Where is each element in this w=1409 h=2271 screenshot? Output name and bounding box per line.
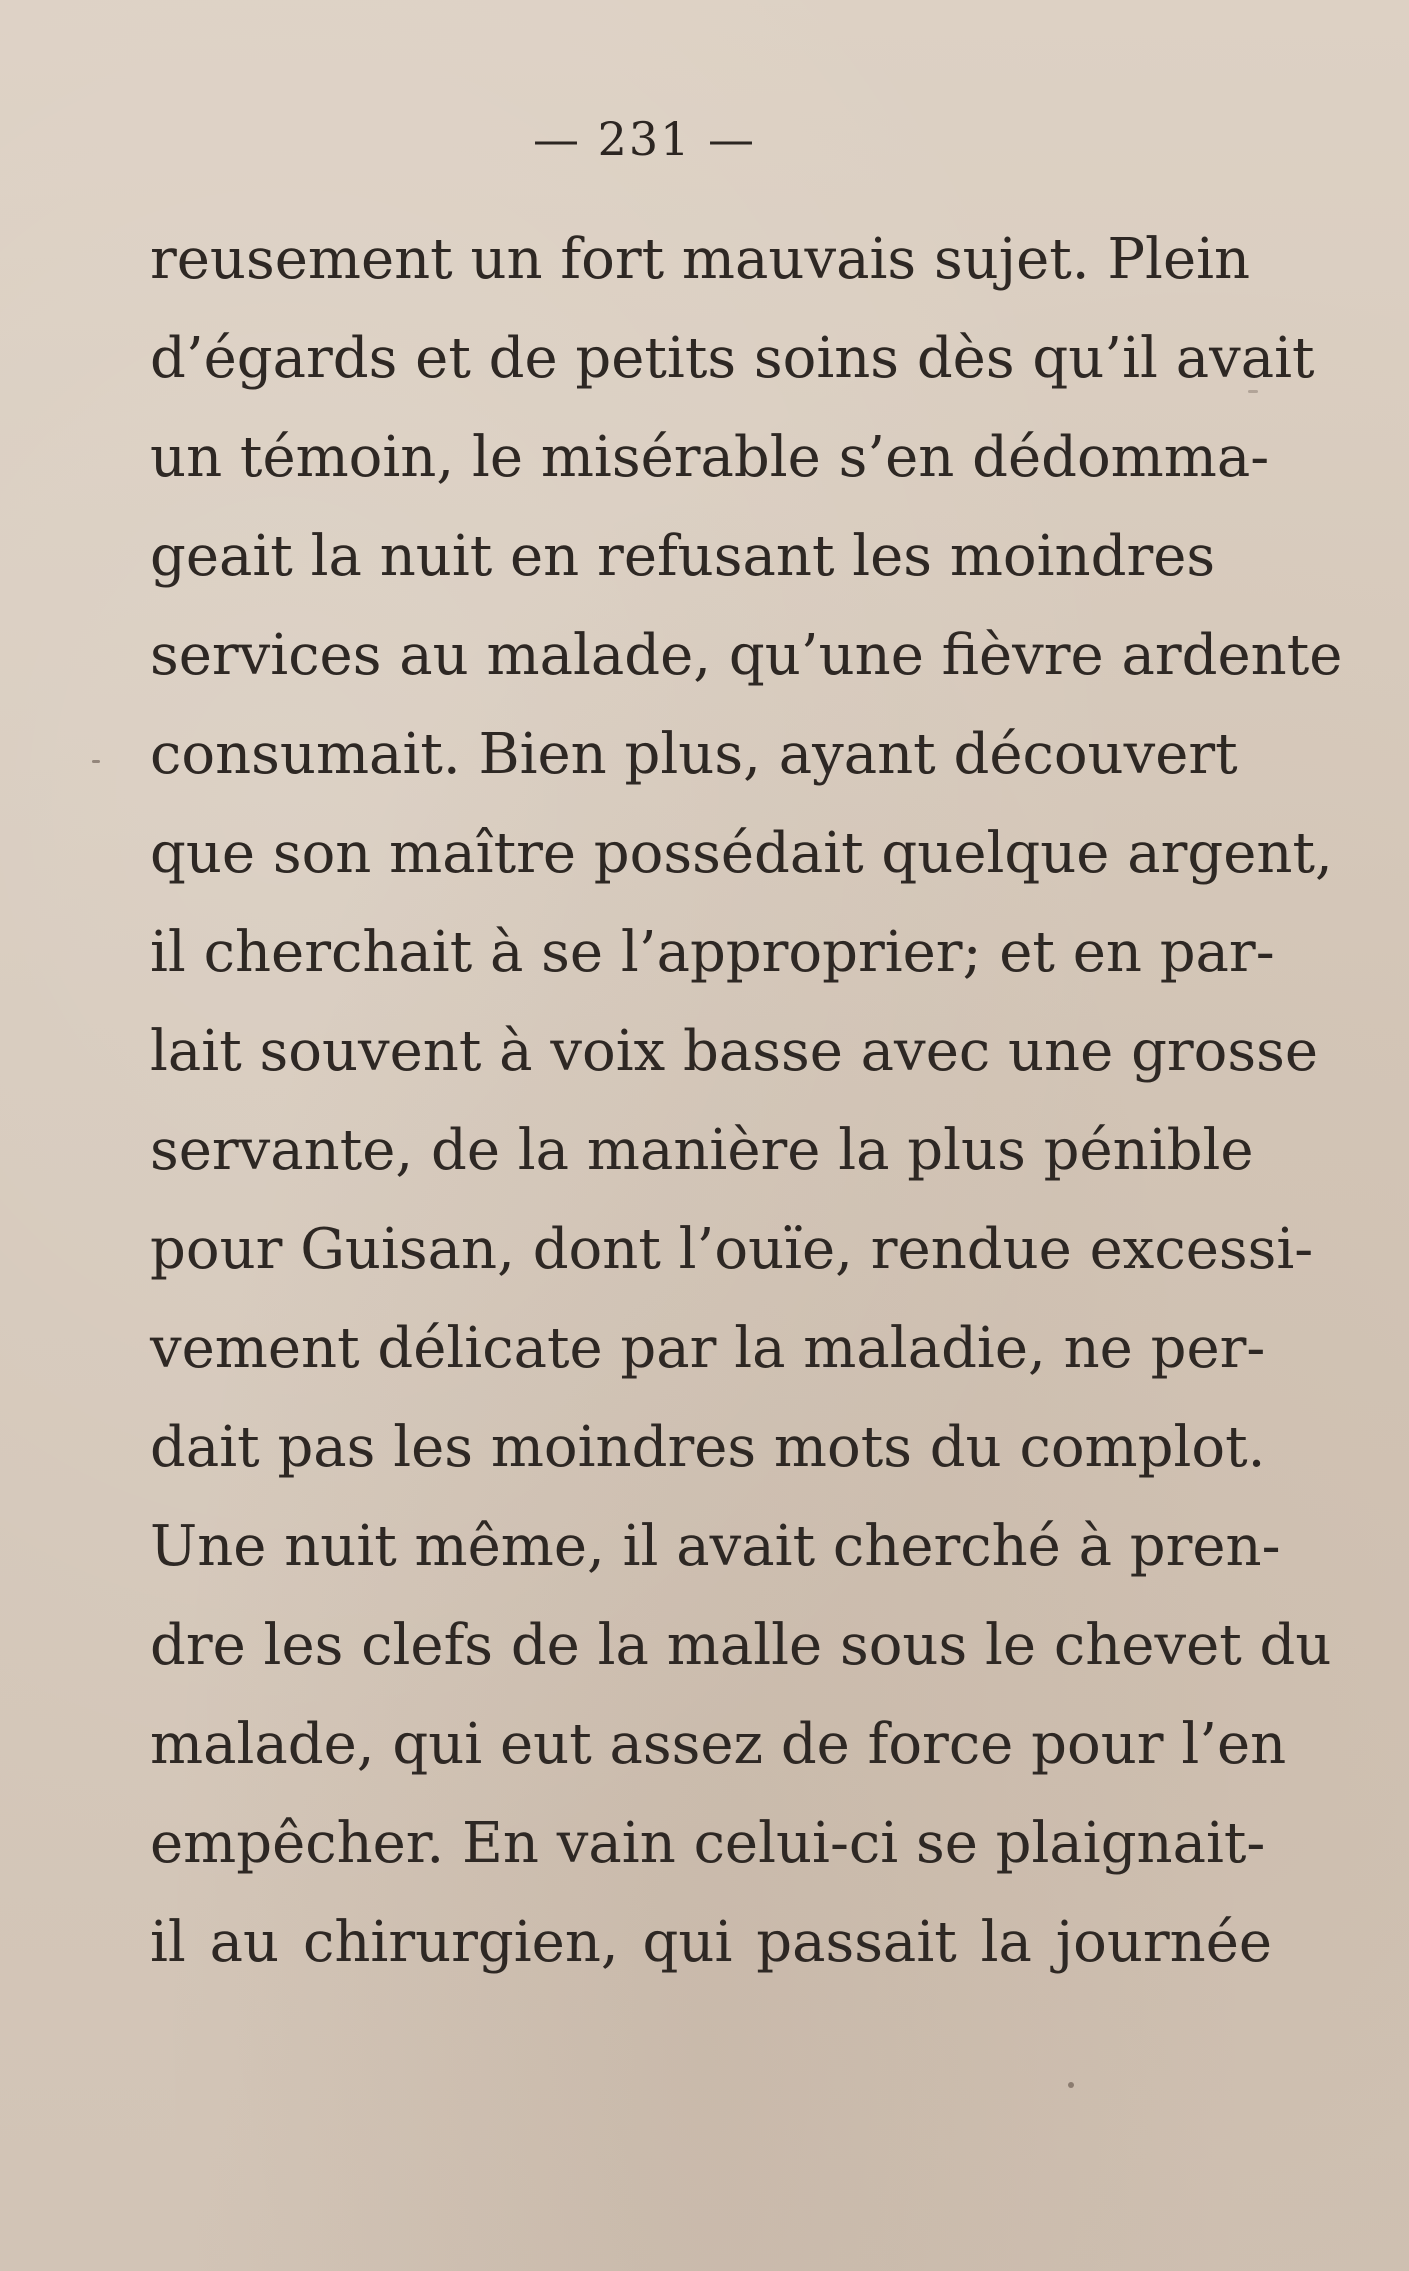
text-line: lait souvent à voix basse avec une grosse (150, 1019, 1319, 1084)
paper-speck (1248, 390, 1258, 393)
text-line: reusement un fort mauvais sujet. Plein (150, 227, 1251, 292)
page-number: — 231 — (532, 112, 757, 166)
body-text (150, 210, 1343, 1992)
text-line: malade, qui eut assez de force pour l’en (150, 1712, 1287, 1777)
paper-speck (1068, 2082, 1074, 2088)
text-line: consumait. Bien plus, ayant découvert (150, 722, 1238, 787)
text-line: geait la nuit en refusant les moindres (150, 524, 1216, 589)
text-line: servante, de la manière la plus pénible (150, 1118, 1254, 1183)
text-line: vement délicate par la maladie, ne per- (150, 1316, 1266, 1381)
text-line: que son maître possédait quelque argent, (150, 821, 1333, 886)
text-line: dre les clefs de la malle sous le chevet du (150, 1613, 1332, 1678)
text-line: il au chirurgien, qui passait la journée (150, 1910, 1272, 1975)
text-line: d’égards et de petits soins dès qu’il avait (150, 326, 1315, 391)
text-line: pour Guisan, dont l’ouïe, rendue excessi- (150, 1217, 1314, 1282)
text-line: il cherchait à se l’approprier; et en par- (150, 920, 1275, 985)
text-line: dait pas les moindres mots du complot. (150, 1415, 1266, 1480)
text-line: services au malade, qu’une fièvre ardente (150, 623, 1343, 688)
text-line: Une nuit même, il avait cherché à pren- (150, 1514, 1281, 1579)
text-line: empêcher. En vain celui-ci se plaignait- (150, 1811, 1266, 1876)
paper-speck (92, 760, 100, 763)
text-line: un témoin, le misérable s’en dédomma- (150, 425, 1270, 490)
